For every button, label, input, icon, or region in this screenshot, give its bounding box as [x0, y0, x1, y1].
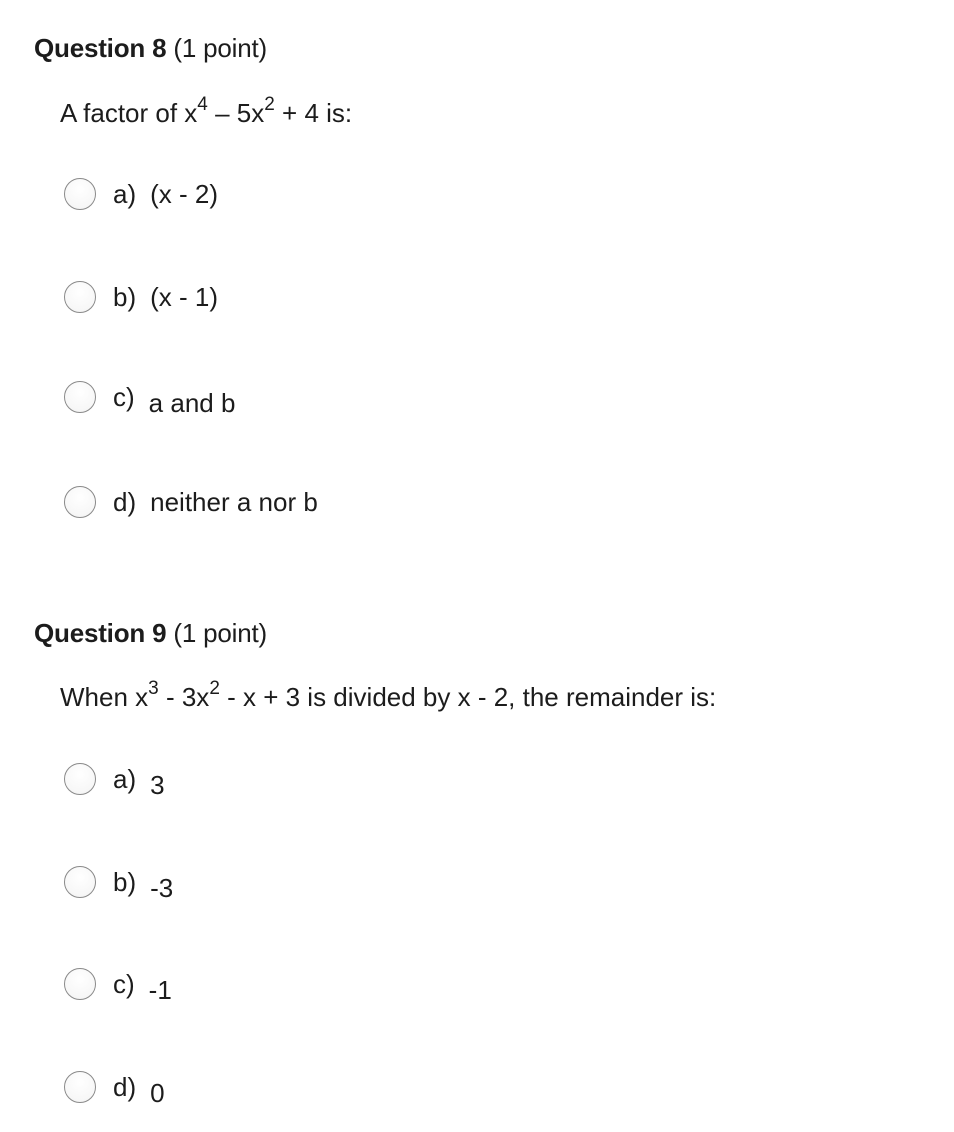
- option-letter: c): [113, 382, 135, 412]
- option-text: -3: [150, 873, 174, 903]
- option-letter: a): [113, 764, 137, 794]
- question-points: (1 point): [173, 33, 267, 63]
- prompt-text: + 4 is:: [274, 98, 353, 128]
- question-9-header: [34, 618, 267, 648]
- radio-button[interactable]: [64, 381, 96, 413]
- option-text: 0: [150, 1078, 165, 1108]
- prompt-exponent: 2: [209, 678, 220, 700]
- q9-option-d[interactable]: [64, 1071, 165, 1111]
- prompt-text: A factor of x: [60, 98, 198, 128]
- question-9-prompt: [60, 680, 716, 714]
- radio-button[interactable]: [64, 763, 96, 795]
- q9-option-b[interactable]: [64, 866, 173, 906]
- question-8-prompt: [60, 96, 352, 130]
- option-text: neither a nor b: [150, 487, 318, 517]
- q9-option-c[interactable]: [64, 968, 172, 1008]
- q8-option-c[interactable]: [64, 381, 235, 421]
- option-text: a and b: [148, 388, 236, 418]
- prompt-text: - 3x: [158, 682, 210, 712]
- option-text: 3: [150, 770, 165, 800]
- prompt-text: – 5x: [207, 98, 265, 128]
- option-text: -1: [148, 975, 172, 1005]
- q9-option-a[interactable]: [64, 763, 165, 803]
- option-letter: a): [113, 179, 137, 209]
- radio-button[interactable]: [64, 486, 96, 518]
- radio-button[interactable]: [64, 866, 96, 898]
- radio-button[interactable]: [64, 178, 96, 210]
- question-number: Question 8: [34, 33, 167, 63]
- q8-option-d[interactable]: [64, 486, 318, 526]
- radio-button[interactable]: [64, 281, 96, 313]
- q8-option-b[interactable]: [64, 281, 218, 321]
- option-letter: d): [113, 487, 137, 517]
- option-letter: d): [113, 1072, 137, 1102]
- prompt-exponent: 4: [197, 94, 208, 116]
- question-number: Question 9: [34, 618, 167, 648]
- option-letter: b): [113, 282, 137, 312]
- radio-button[interactable]: [64, 1071, 96, 1103]
- option-letter: b): [113, 867, 137, 897]
- option-letter: c): [113, 969, 135, 999]
- q8-option-a[interactable]: [64, 178, 218, 218]
- prompt-exponent: 2: [264, 94, 275, 116]
- question-points: (1 point): [173, 618, 267, 648]
- question-8-header: [34, 33, 267, 63]
- option-text: (x - 1): [150, 282, 219, 312]
- prompt-exponent: 3: [148, 678, 159, 700]
- prompt-text: - x + 3 is divided by x - 2, the remainder is:: [219, 682, 717, 712]
- prompt-text: When x: [60, 682, 149, 712]
- option-text: (x - 2): [150, 179, 219, 209]
- radio-button[interactable]: [64, 968, 96, 1000]
